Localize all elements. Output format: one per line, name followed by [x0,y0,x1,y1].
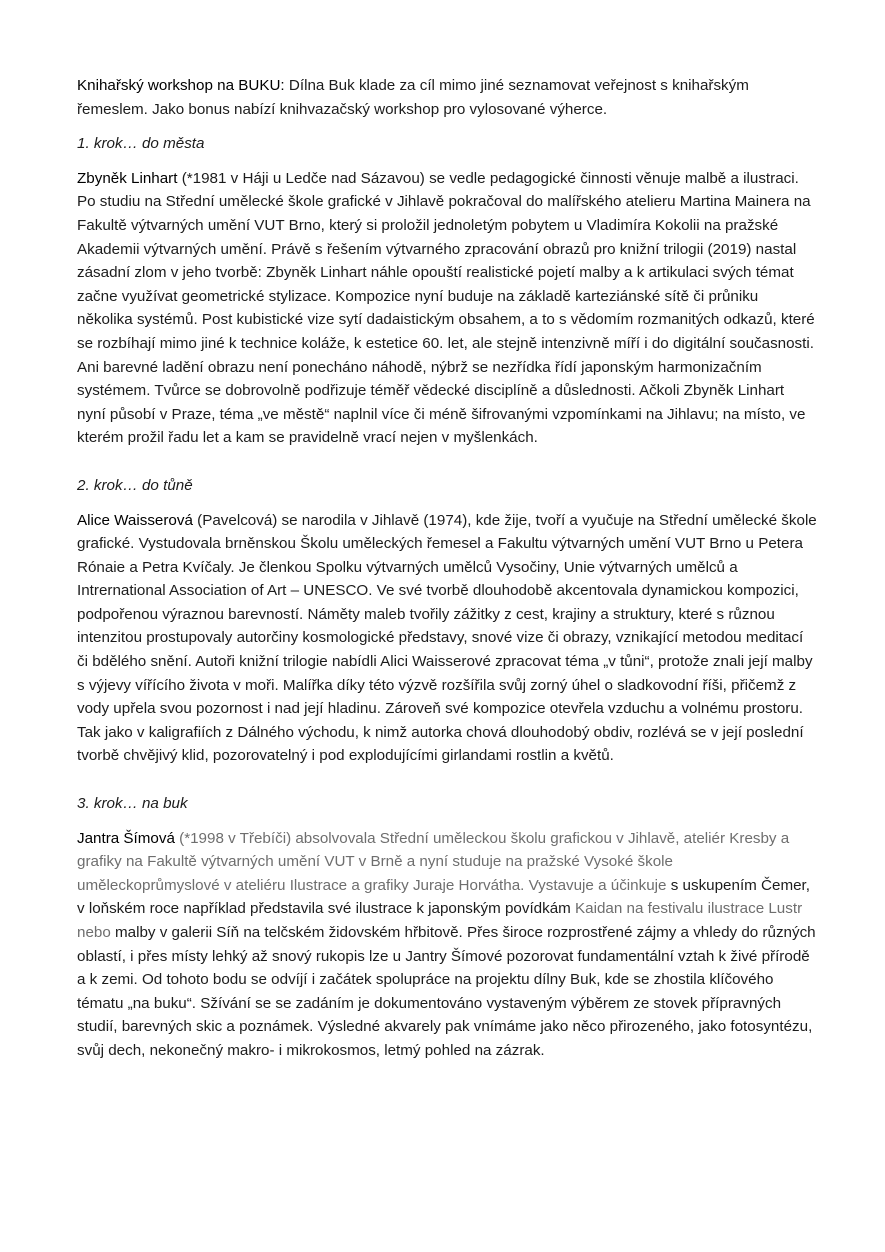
bio-text: (*1981 v Háji u Ledče nad Sázavou) se vedle pedagogické činnosti věnuje malbě a ilustraci. Po studiu na Střední umělecké škole grafické v Jihlavě pokračoval do malířského atelieru Martina Mainera na Fakultě výtvarných umění VUT Brno, který si proložil jednoletým pobytem u Vladimíra Kokolii na pražské Akademii výtvarných umění. Právě s řešením výtvarného zpracování obrazů pro knižní trilogii (2019) nastal zásadní zlom v jeho tvorbě: Zbyněk Linhart náhle opouští realistické pojetí malby a k artikulaci svých témat začne využívat geometrické stylizace. Kompozice nyní buduje na základě karteziánské sítě či průniku několika systémů. Post kubistické vize sytí dadaistickým obsahem, a to s vědomím rozmanitých odkazů, které se rozbíhají mimo jiné k technice koláže, k estetice 60. let, ale stejně intenzivně míří i do digitální současnosti. [77,169,815,352]
bio-text-continued: Ani barevné ladění obrazu není ponecháno náhodě, nýbrž se nezřídka řídí japonským harmonizačním systémem. Tvůrce se dobrovolně podřizuje téměř vědecké disciplíně a důslednosti. Ačkoli Zbyněk Linhart nyní působí v Praze, téma „ve městě“ naplnil více či méně šifrovanými vzpomínkami na Jihlavu; na místo, ve kterém prožil řadu let a kam se pravidelně vrací nejen v myšlenkách. [77,358,806,447]
artist-name: Alice Waisserová [77,511,193,529]
bio-text: (Pavelcová) se narodila v Jihlavě (1974), kde žije, tvoří a vyučuje na Střední umělecké škole grafické. Vystudovala brněnskou Školu uměleckých řemesel a Fakultu výtvarných umění VUT Brno u Petera Rónaie a Petra Kvíčaly. Je členkou Spolku výtvarných umělců Vysočiny, Unie výtvarných umělců a Intrernational Association of Art – UNESCO. Ve své tvorbě dlouhodobě akcentovala dynamickou kompozici, podpořenou výraznou barevností. Náměty maleb tvořily zážitky z cest, krajiny a struktury, které s různou intenzitou prostupovaly autorčiny kosmologické představy, snové vize či obrazy, vznikající metodou meditací či bdělého snění. Autoři knižní trilogie nabídli Alici Waisserové zpracovat téma „v tůni“, protože znali její malby s výjevy vířícího života v moři. Malířka díky této výzvě rozšířila svůj zorný úhel o sladkovodní říši, přičemž z vody upřela svou pozornost i nad její hladinu. Zároveň své kompozice otevřela vzduchu a volnému prostoru. Tak jako v kaligrafiích z Dálného východu, k nimž autorka chová dlouhodobý obdiv, rozlévá se v její poslední tvorbě chvějivý klid, pozorovatelný i pod explodujícími girlandami rostlin a květů. [77,511,817,765]
step-3-heading: 3. krok… na buk [77,795,188,813]
bio-text-gray: (*1998 v Třebíči) absolvovala Střední uměleckou školu grafickou v Jihlavě, ateliér Kresby a grafiky na Fakultě výtvarných umění VUT v Brně a nyní studuje na pražské Vysoké škole uměleckoprůmyslové v ateliéru Ilustrace a grafiky Juraje Horvátha. Vystavuje a účinkuje [77,829,790,894]
bio-text-gray: Kaidan na festivalu ilustrace Lustr nebo [77,900,803,941]
intro-paragraph [77,74,817,121]
bio-text: malby v galerii Síň na telčském židovském hřbitově. Přes široce rozprostřené zájmy a vhledy do různých oblastí, i přes místy lehký až snový rukopis lze u Jantry Šímové pozorovat fundamentální vztah k živé přírodě a k zemi. Od tohoto bodu se odvíjí i začátek spolupráce na projektu dílny Buk, kde se zhostila klíčového tématu „na buku“. Sžívání se se zadáním je dokumentováno vystaveným výběrem ze stovek přípravných studií, barevných skic a poznámek. Výsledné akvarely pak vnímáme jako něco přirozeného, jako fotosyntézu, svůj dech, nekonečný makro- i mikrokosmos, letmý pohled na zázrak. [77,924,816,1059]
intro-heading: Knihařský workshop na BUKU: [77,77,285,94]
bio-simova [77,827,817,1063]
intro-text: Dílna Buk klade za cíl mimo jiné seznamovat veřejnost s knihařským řemeslem. Jako bonus nabízí knihvazačský workshop pro vylosované výherce. [77,77,749,118]
step-1-heading: 1. krok… do města [77,135,205,153]
artist-name: Jantra Šímová [77,829,175,847]
document-page [77,74,817,1063]
step-2-heading: 2. krok… do tůně [77,476,193,494]
bio-linhart [77,167,817,450]
bio-waisserova [77,509,817,769]
bio-text: s uskupením Čemer, v loňském roce například představila své ilustrace k japonským povídkám [77,876,810,918]
artist-name: Zbyněk Linhart [77,169,178,187]
